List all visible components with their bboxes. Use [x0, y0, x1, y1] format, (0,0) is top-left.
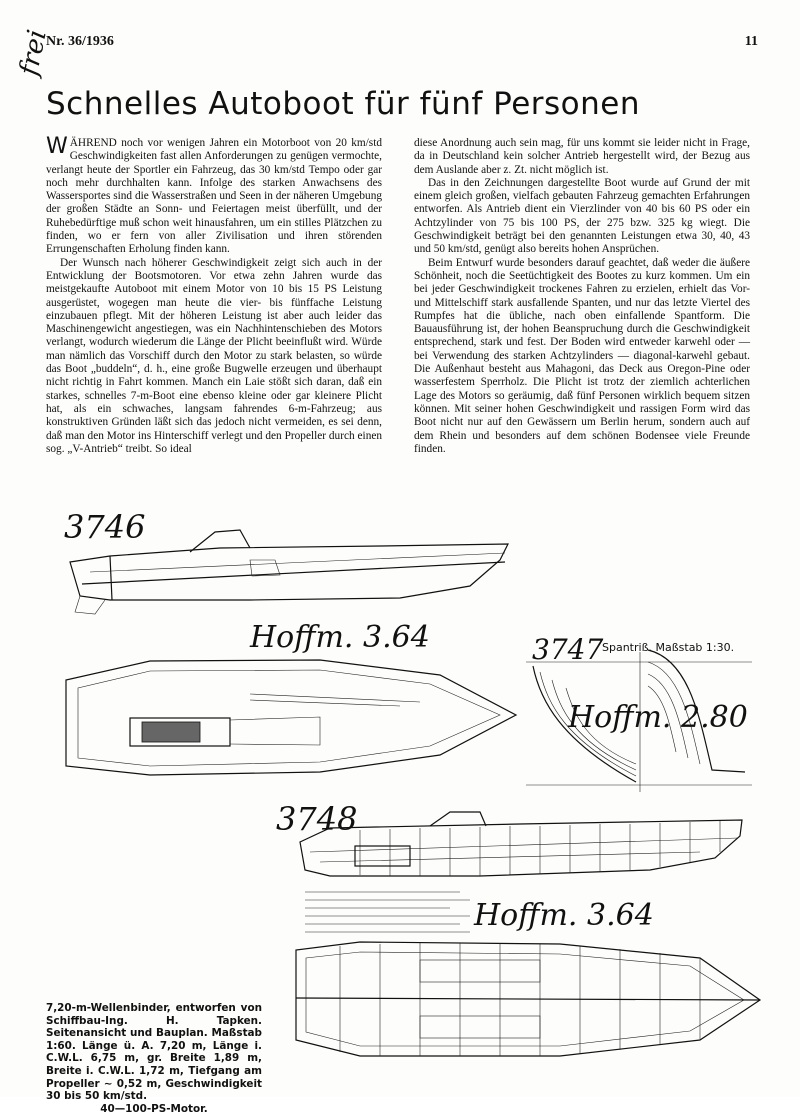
drop-cap: W [46, 134, 68, 159]
paragraph-3: diese Anordnung auch sein mag, für uns kommt sie leider nicht in Frage, da in Deutschland kein solcher Antrieb hergestellt wird, der Bezug aus dem Auslande aber z. Zt. nicht möglich ist. [414, 137, 750, 176]
paragraph-2: Der Wunsch nach höherer Geschwindigkeit zeigt sich auch in der Entwicklung der Bootsmotoren. Vor etwa zehn Jahren wurde das meistgekaufte Autoboot mit einem Motor von 10 bis 15 PS Leistung ausgerüstet, wogegen man heute die vier- bis fünffache Leistung einzubauen pflegt. Mit der höheren Leistung ist aber auch leider das Maschinengewicht angestiegen, was ein Nachhintenschieben des Motors verlangt, wodurch wiederum die Länge der Plicht beeinflußt wird. Würde man nämlich das Vorschiff durch den Motor zu stark belasten, so würde das Boot „buddeln“, d. h., eine große Bugwelle erzeugen und überhaupt nicht richtig in Fahrt kommen. Manch ein Laie stößt sich daran, daß ein starkes, schnelles 7-m-Boot eine ebenso kleine oder gar kleinere Plicht hat, als ein schwaches, langsam fahrendes 6-m-Fahrzeug; aus konstruktiven Gründen läßt sich das jedoch nicht vermeiden, es sei denn, daß man den Motor ins Hinterschiff verlegt und den Propeller durch einen sog. „V-Antrieb“ treibt. So ideal [46, 256, 382, 455]
drawing-number-3748: 3748 [276, 800, 358, 838]
figure-caption [46, 1002, 262, 1115]
margin-note: frei [14, 27, 53, 79]
issue-number: Nr. 36/1936 [46, 34, 114, 49]
paragraph-1-text: ÄHREND noch vor wenigen Jahren ein Motorboot von 20 km/std Geschwindigkeiten fast allen Anforderungen zu genügen vermochte, verlangt heute der Sportler ein Fahrzeug, das 30 km/std Tempo oder gar noch mehr durchhalten kann. Infolge des starken Anwachsens des Wassersportes sind die Wasserstraßen und Seen in der näheren Umgebung der großen Städte an Sonn- und Feiertagen meist überfüllt, und der Ruhebedürftige muß schon weit hinausfahren, um ein stilles Plätzchen zu finden, wo er fern von aller Zivilisation und ihren störenden Errungenschaften Erholung finden kann. [46, 137, 382, 256]
article-title: Schnelles Autoboot für fünf Personen [46, 86, 641, 122]
page-number: 11 [744, 34, 758, 49]
drawing-number-3746: 3746 [64, 508, 146, 546]
annotation-hoffm-1: Hoffm. 3.64 [250, 620, 430, 655]
paragraph-4: Das in den Zeichnungen dargestellte Boot wurde auf Grund der mit einem gleich großen, vielfach gebauten Fahrzeug gemachten Erfahrungen entworfen. Als Antrieb dient ein Vierzlinder von 40 bis 60 PS oder ein Achtzylinder von 75 bis 100 PS, der 275 bzw. 325 kg wiegt. Die Geschwindigkeit beträgt bei den genannten Leistungen etwa 30, 40, 43 und 50 km/std, genügt also bereits hohen Ansprüchen. [414, 176, 750, 256]
annotation-hoffm-2: Hoffm. 2.80 [568, 700, 748, 735]
body-plan-label: Spantriß. Maßstab 1:30. [602, 641, 735, 654]
caption-text: 7,20-m-Wellenbinder, entworfen von Schiffbau-Ing. H. Tapken. Seitenansicht und Bauplan. Maßstab 1:60. Länge ü. A. 7,20 m, Länge i. C.W.L. 6,75 m, gr. Breite 1,89 m, Breite i. C.W.L. 1,72 m, Tiefgang am Propeller ∼ 0,52 m, Geschwindigkeit 30 bis 50 km/std. [46, 1002, 262, 1103]
plan-view-drawing [66, 660, 516, 775]
annotation-hoffm-3: Hoffm. 3.64 [474, 898, 654, 933]
paragraph-5: Beim Entwurf wurde besonders darauf geachtet, daß weder die äußere Schönheit, noch die Seetüchtigkeit des Bootes zu kurz kommen. Um ein bei jeder Geschwindigkeit trockenes Fahren zu erzielen, erhielt das Vor- und Mittelschiff stark ausfallende Spanten, und nur das letzte Viertel des Rumpfes hat die übliche, nach oben einfallende Spantform. Die Bauausführung ist, der hohen Beanspruchung durch die Geschwindigkeit entsprechend, stark und fest. Der Boden wird entweder karwehl oder — bei Verwendung des starken Achtzylinders — diagonal-karwehl gebaut. Die Außenhaut besteht aus Mahagoni, das Deck aus Oregon-Pine oder wasserfestem Sperrholz. Die Plicht ist trotz der ziemlich achterlichen Lage des Motors so geräumig, daß fünf Personen wirklich bequem sitzen können. Mit seiner hohen Geschwindigkeit und rassigen Form wird das Boot nicht nur auf den Gewässern um Berlin herum, sondern auch auf dem Rhein und besonders auf dem schönen Bodensee viele Freunde finden. [414, 256, 750, 455]
drawing-number-3747: 3747 [532, 633, 604, 666]
caption-last-line: 40—100-PS-Motor. [100, 1102, 208, 1115]
construction-plan-drawing [296, 942, 760, 1056]
